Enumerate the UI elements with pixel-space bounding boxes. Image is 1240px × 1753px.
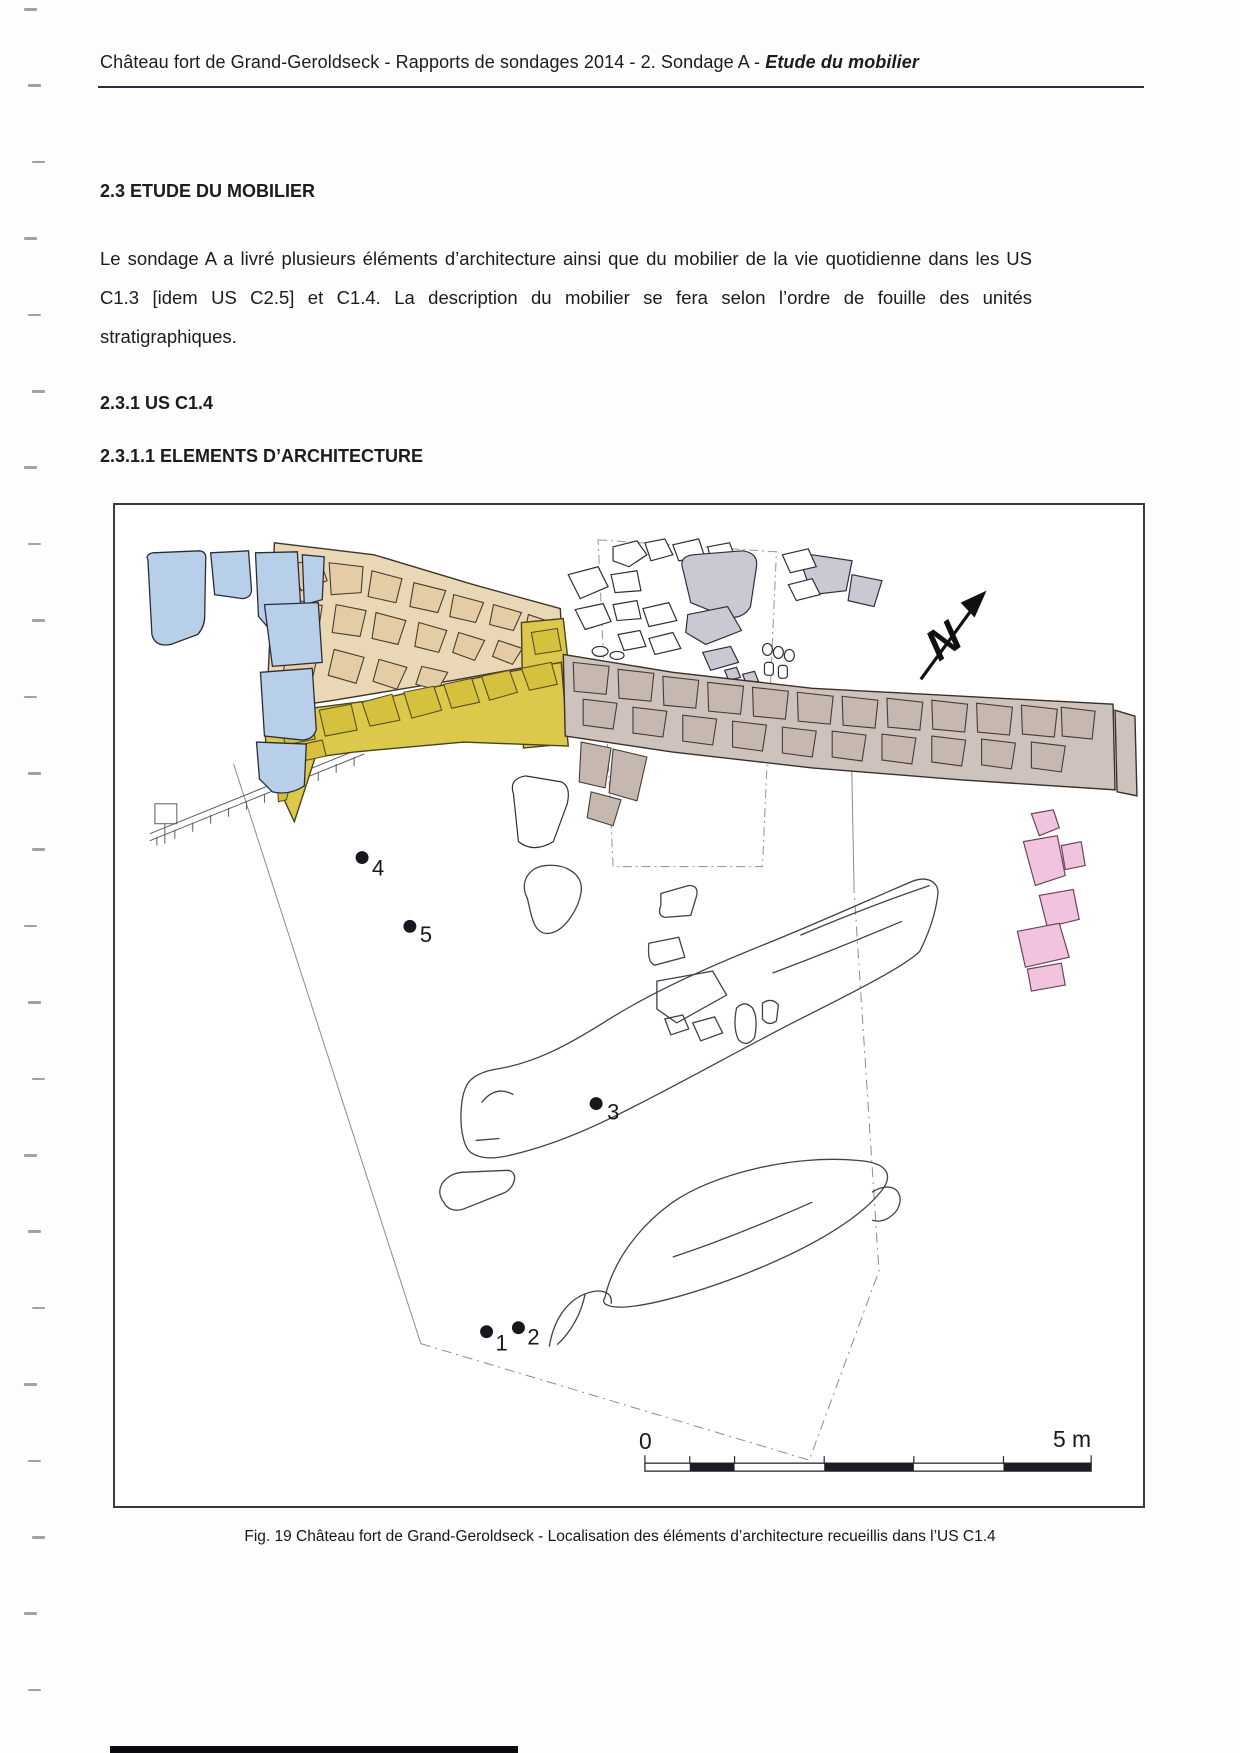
page-header-text: Château fort de Grand-Geroldseck - Rapports de sondages 2014 - 2. Sondage A -	[100, 52, 766, 72]
scan-mark	[24, 1612, 37, 1615]
scan-mark	[32, 848, 45, 851]
scan-mark	[32, 619, 45, 622]
header-rule	[98, 86, 1144, 88]
scan-mark	[24, 696, 37, 699]
scale-bar	[639, 1426, 1091, 1471]
figure-caption	[0, 1528, 1240, 1546]
scan-mark	[32, 1078, 45, 1081]
north-arrow	[917, 591, 987, 680]
figure-caption-text: Fig. 19 Château fort de Grand-Geroldseck - Localisation des éléments d’architecture recueillis dans l’US C1.4	[244, 1528, 996, 1545]
scan-mark	[24, 237, 37, 240]
trench-outline	[234, 736, 879, 1460]
scan-mark	[32, 1307, 45, 1310]
scan-mark	[28, 1460, 41, 1463]
find-point-2-label: 2	[527, 1324, 540, 1350]
scan-mark	[24, 1154, 37, 1157]
gray-wall	[512, 567, 1137, 848]
find-point-5-label: 5	[419, 922, 433, 948]
site-plan-svg	[115, 505, 1139, 1502]
find-point-1	[480, 1325, 508, 1355]
scan-mark	[24, 1383, 37, 1386]
body-paragraph: Le sondage A a livré plusieurs éléments d’architecture ainsi que du mobilier de la vie quotidienne dans les US C1.3 [idem US C2.5] et C1.4. La description du mobilier se fera selon l’ordre de fouille des unités stratigraphiques.	[100, 248, 1032, 347]
bedrock-outlines	[440, 865, 938, 1346]
scan-mark	[32, 390, 45, 393]
find-point-3	[590, 1097, 620, 1124]
scan-mark	[24, 925, 37, 928]
scan-edge-strip	[110, 1746, 518, 1753]
scan-mark	[32, 161, 45, 164]
scan-mark	[28, 772, 41, 775]
page-header	[100, 52, 1140, 73]
page-header-emphasis: Etude du mobilier	[765, 52, 919, 72]
scan-mark	[28, 1230, 41, 1233]
scale-zero-label: 0	[638, 1428, 652, 1455]
scale-end-label: 5 m	[1052, 1426, 1092, 1453]
figure-box	[113, 503, 1145, 1508]
find-point-4-label: 4	[372, 855, 385, 881]
scan-mark	[24, 8, 37, 11]
find-point-2	[512, 1321, 540, 1349]
scan-mark	[24, 466, 37, 469]
rubble-area	[611, 539, 882, 684]
find-point-5	[403, 920, 432, 947]
scan-mark	[28, 543, 41, 546]
scan-mark	[28, 1001, 41, 1004]
find-point-4	[356, 851, 385, 880]
hatched-edge	[150, 747, 364, 846]
find-points	[356, 851, 620, 1355]
scan-mark	[28, 314, 41, 317]
section-heading-2-3-1-1: 2.3.1.1 ELEMENTS D’ARCHITECTURE	[100, 446, 424, 466]
section-heading-2-3-1: 2.3.1 US C1.4	[100, 393, 214, 413]
blue-wall-stones	[147, 551, 324, 793]
scan-mark	[28, 1689, 41, 1692]
find-point-3-label: 3	[607, 1099, 620, 1125]
scan-mark	[28, 84, 41, 87]
section-heading-2-3: 2.3 ETUDE DU MOBILIER	[100, 181, 316, 201]
find-point-1-label: 1	[495, 1330, 508, 1356]
pink-stones	[1017, 810, 1085, 991]
north-label: N	[916, 612, 971, 671]
